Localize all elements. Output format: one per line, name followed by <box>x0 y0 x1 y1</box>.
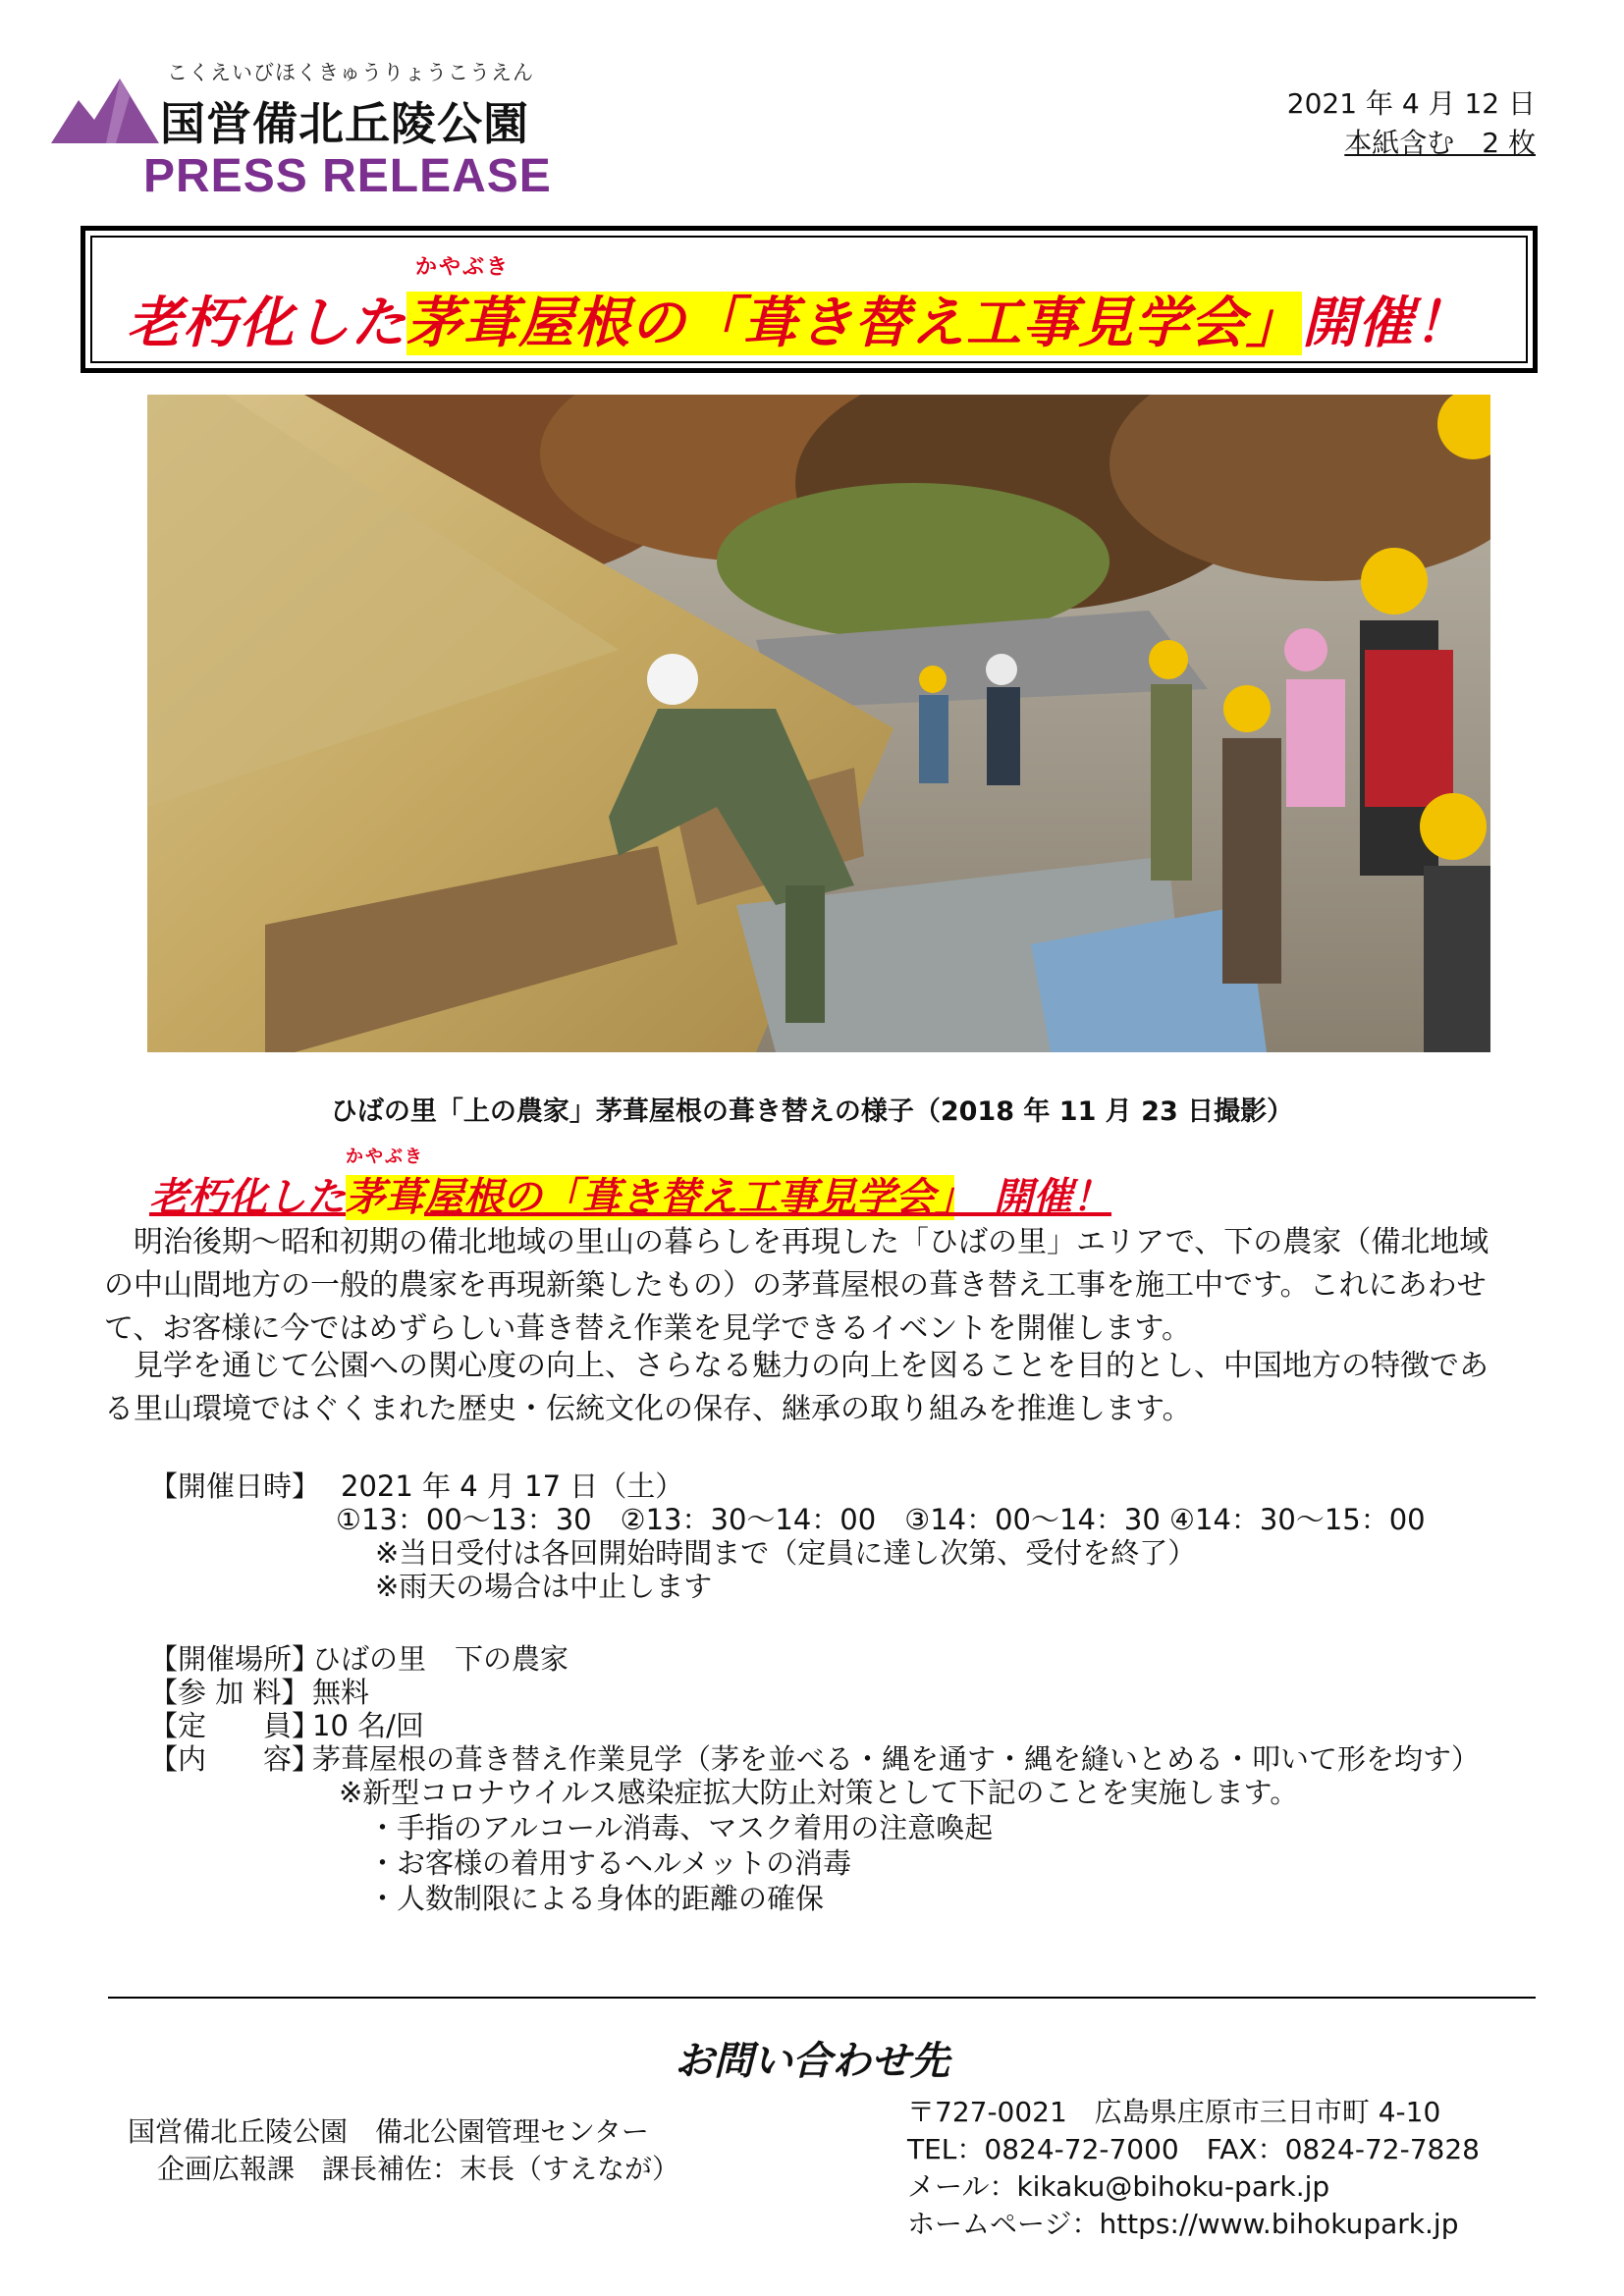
photo-caption: ひばの里「上の農家」茅葺屋根の葺き替えの様子（2018 年 11 月 23 日撮影） <box>330 1096 1294 1127</box>
sub-highlight-rest: 屋根の「葺き替え工事見学会」 <box>424 1175 954 1220</box>
event-date: 2021 年 4 月 17 日（土） <box>341 1469 684 1503</box>
logo-park-name: 国営備北丘陵公園 <box>160 97 529 150</box>
title-ruby: かやぶき <box>414 255 510 280</box>
page-count: 本紙含む 2 枚 <box>1344 127 1536 159</box>
sub-pre: 老朽化した <box>149 1175 346 1220</box>
contact-org: 国営備北丘陵公園 備北公園管理センター <box>128 2115 649 2148</box>
body-line: 見学を通じて公園への関心度の向上、さらなる魅力の向上を図ることを目的とし、中国地方の特徴であ <box>134 1349 1489 1383</box>
event-content: 茅葺屋根の葺き替え作業見学（茅を並べる・縄を通す・縄を縫いとめる・叩いて形を均す） <box>312 1742 1481 1776</box>
divider <box>108 1997 1536 1999</box>
datetime-label: 【開催日時】 <box>149 1469 321 1503</box>
section-heading <box>149 1147 1111 1222</box>
measure-item: ・人数制限による身体的距離の確保 <box>368 1882 825 1915</box>
reception-note: ※当日受付は各回開始時間まで（定員に達し次第、受付を終了） <box>375 1536 1197 1570</box>
main-title <box>127 255 1470 358</box>
body-paragraph-1 <box>104 1221 1532 1351</box>
title-box <box>81 226 1538 373</box>
title-highlight <box>406 255 1302 355</box>
content-label: 【内 容】 <box>149 1742 321 1776</box>
sub-ruby-base: かやぶき 茅葺 <box>346 1166 424 1222</box>
release-date: 2021 年 4 月 12 日 <box>1286 87 1536 120</box>
measure-item: ・手指のアルコール消毒、マスク着用の注意喚起 <box>368 1811 994 1844</box>
thatched-roof-photo-icon <box>147 395 1490 1052</box>
rain-note: ※雨天の場合は中止します <box>375 1570 713 1603</box>
logo-ruby-text: こくえいびほくきゅうりょうこうえん <box>167 61 534 84</box>
title-pre: 老朽化した <box>127 292 406 355</box>
park-logo-icon <box>51 71 159 143</box>
sub-post: 開催！ <box>994 1175 1111 1220</box>
event-capacity: 10 名/回 <box>312 1709 424 1742</box>
covid-note: ※新型コロナウイルス感染症拡大防止対策として下記のことを実施します。 <box>339 1776 1299 1809</box>
title-ruby-base: かやぶき 茅葺 <box>406 280 518 358</box>
event-sessions: ①13：00～13：30 ②13：30～14：00 ③14：00～14：30 ④14：30～15：00 <box>336 1503 1426 1536</box>
body-paragraph-2 <box>104 1345 1532 1431</box>
contact-dept: 企画広報課 課長補佐：末長（すえなが） <box>157 2153 680 2185</box>
press-release-label: PRESS RELEASE <box>143 150 552 202</box>
contact-web[interactable]: ホームページ：https://www.bihokupark.jp <box>907 2208 1459 2240</box>
sub-ruby: かやぶき <box>346 1147 424 1167</box>
measure-item: ・お客様の着用するヘルメットの消毒 <box>368 1846 852 1880</box>
fee-label: 【参 加 料】 <box>149 1676 310 1709</box>
body-line: の中山間地方の一般的農家を再現新築したもの）の茅葺屋根の葺き替え工事を施工中です。これにあわせ <box>104 1268 1487 1303</box>
body-line: る里山環境ではぐくまれた歴史・伝統文化の保存、継承の取り組みを推進します。 <box>104 1392 1192 1426</box>
sub-highlight <box>346 1147 954 1220</box>
contact-address: 〒727-0021 広島県庄原市三日市町 4-10 <box>907 2096 1441 2128</box>
place-label: 【開催場所】 <box>149 1642 321 1676</box>
capacity-label: 【定 員】 <box>149 1709 321 1742</box>
contact-email[interactable]: メール：kikaku@bihoku-park.jp <box>907 2170 1330 2203</box>
body-line: て、お客様に今ではめずらしい葺き替え作業を見学できるイベントを開催します。 <box>104 1311 1191 1346</box>
contact-tel-fax: TEL：0824-72-7000 FAX：0824-72-7828 <box>907 2133 1480 2165</box>
body-line: 明治後期～昭和初期の備北地域の里山の暮らしを再現した「ひばの里」エリアで、下の農家（備北地域 <box>134 1225 1489 1259</box>
title-post: 開催！ <box>1302 292 1470 355</box>
event-place: ひばの里 下の農家 <box>312 1642 569 1676</box>
event-fee: 無料 <box>312 1676 370 1709</box>
title-highlight-rest: 屋根の「葺き替え工事見学会」 <box>518 292 1302 355</box>
contact-heading: お問い合わせ先 <box>675 2039 949 2084</box>
